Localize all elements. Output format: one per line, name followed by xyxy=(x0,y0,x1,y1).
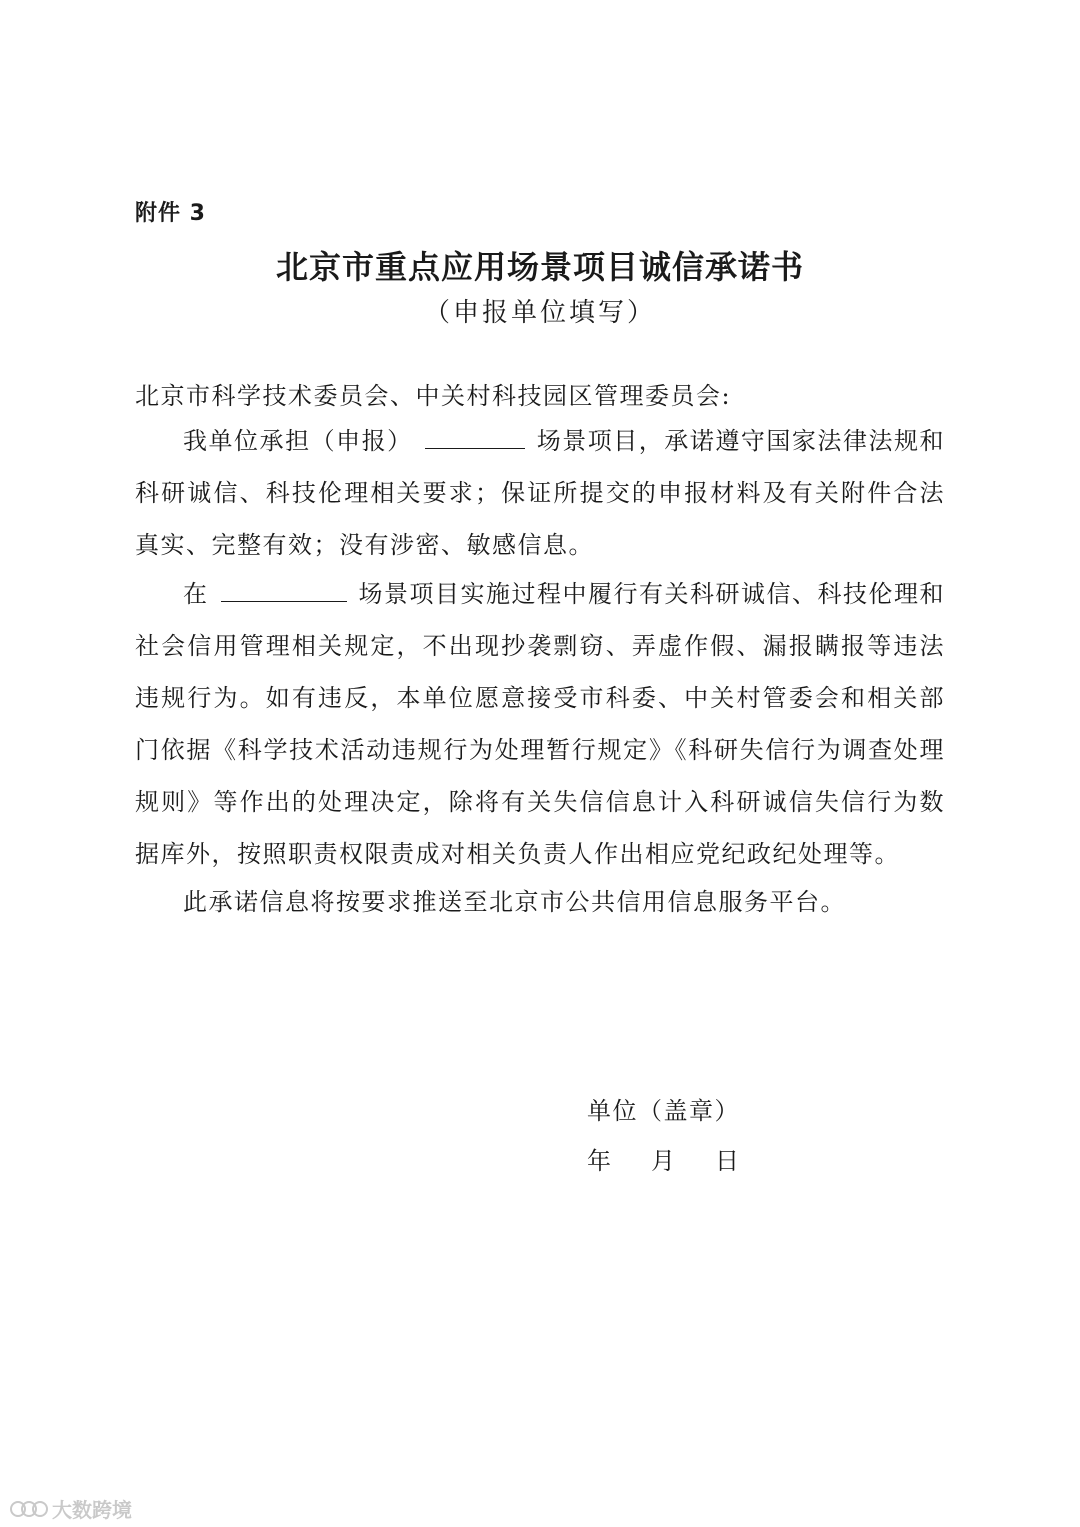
attachment-label: 附件 3 xyxy=(135,201,206,226)
date-year-label: 年 xyxy=(587,1147,613,1175)
watermark xyxy=(10,1494,132,1523)
paragraph-1 xyxy=(135,415,945,571)
paragraph-1-after-blank: 场景项目，承诺遵守国家法律法规和科研诚信、科技伦理相关要求；保证所提交的申报材料及有关附件合法真实、完整有效；没有涉密、敏感信息。 xyxy=(135,427,946,559)
addressee: 北京市科学技术委员会、中关村科技园区管理委员会: xyxy=(135,382,732,410)
date-day-label: 日 xyxy=(715,1147,741,1175)
page-title: 北京市重点应用场景项目诚信承诺书 xyxy=(275,248,804,286)
watermark-text: 大数跨境 xyxy=(52,1498,132,1522)
paragraph-2 xyxy=(135,568,945,880)
project-name-blank-2[interactable] xyxy=(221,575,347,602)
date-month-label: 月 xyxy=(651,1147,677,1175)
paragraph-2-after-blank: 场景项目实施过程中履行有关科研诚信、科技伦理和社会信用管理相关规定，不出现抄袭剽窃、弄虚作假、漏报瞒报等违法违规行为。如有违反，本单位愿意接受市科委、中关村管委会和相关部门依据《科学技术活动违规行为处理暂行规定》《科研失信行为调查处理规则》等作出的处理决定，除将有关失信信息计入科研诚信失信行为数据库外，按照职责权限责成对相关负责人作出相应党纪政纪处理等。 xyxy=(135,580,945,868)
date-line xyxy=(587,1136,741,1186)
paragraph-1-before-blank: 我单位承担（申报） xyxy=(183,427,413,455)
unit-seal-label: 单位（盖章） xyxy=(587,1097,740,1125)
paragraph-2-before-blank: 在 xyxy=(183,580,209,608)
paragraph-3-text: 此承诺信息将按要求推送至北京市公共信用信息服务平台。 xyxy=(183,888,846,916)
page-subtitle: （申报单位填写） xyxy=(423,298,656,328)
paragraph-3 xyxy=(135,876,945,928)
logo-icon xyxy=(10,1499,48,1519)
project-name-blank[interactable] xyxy=(425,422,525,449)
signature-block xyxy=(587,1086,741,1186)
